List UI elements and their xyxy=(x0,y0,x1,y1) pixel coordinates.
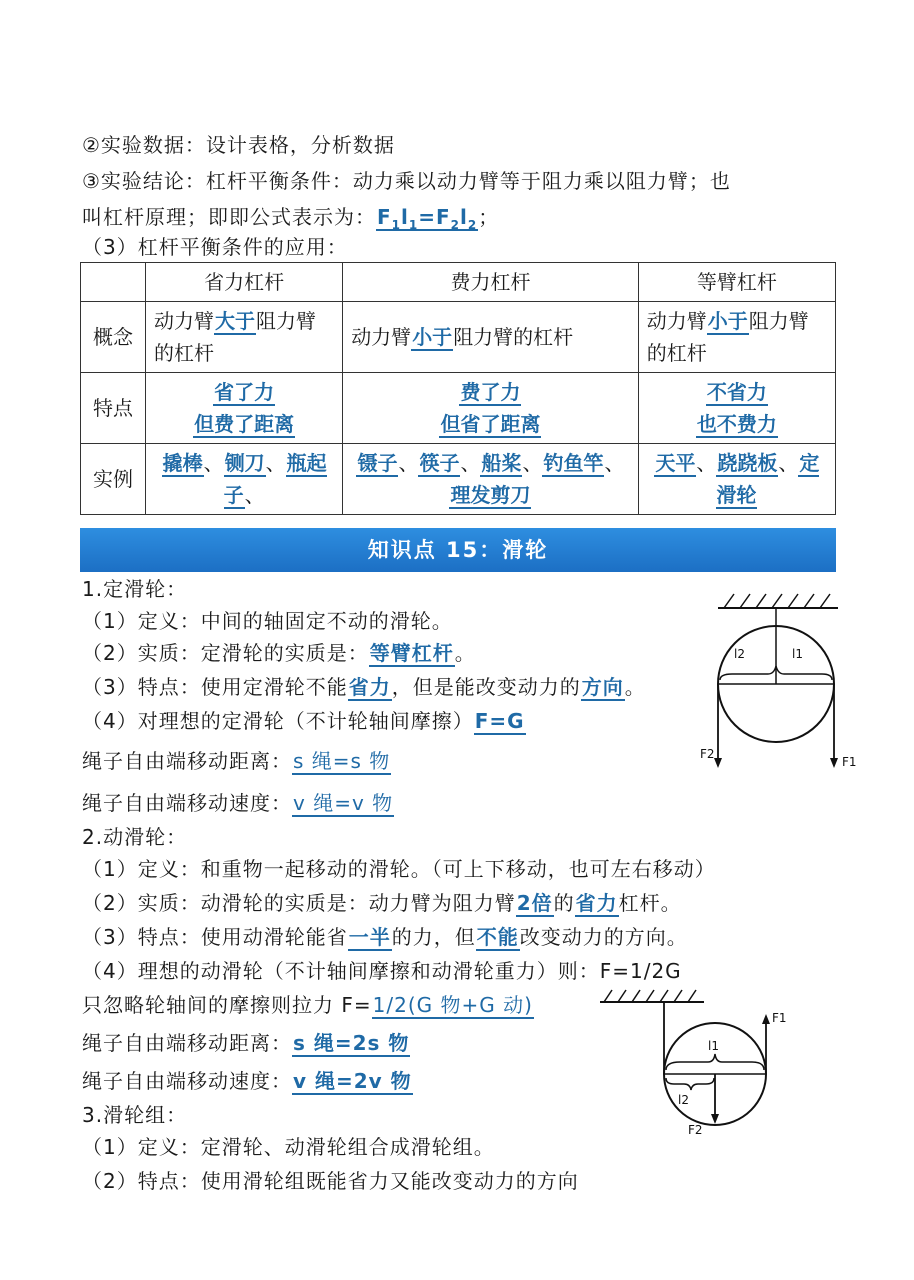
fixed-pulley-essence: （2）实质：定滑轮的实质是：等臂杠杆。 xyxy=(82,641,476,665)
row-label-feature: 特点 xyxy=(81,373,146,444)
cell-concept-3: 动力臂小于阻力臂的杠杆 xyxy=(638,302,835,373)
cell-feature-2: 费了力 但省了距离 xyxy=(343,373,639,444)
moving-pulley-title: 2.动滑轮： xyxy=(82,825,188,849)
cell-feature-3: 不省力 也不费力 xyxy=(638,373,835,444)
label-l2: l2 xyxy=(678,1093,689,1107)
arrow-f2 xyxy=(714,758,722,768)
moving-pulley-essence: （2）实质：动滑轮的实质是：动力臂为阻力臂2倍的省力杠杆。 xyxy=(82,891,682,915)
data-line: ②实验数据：设计表格，分析数据 xyxy=(82,133,395,157)
section-banner: 知识点 15：滑轮 xyxy=(80,528,836,572)
arm-brace-l2 xyxy=(666,1078,714,1090)
moving-pulley-ideal: （4）理想的动滑轮（不计轴间摩擦和动滑轮重力）则：F=1/2G xyxy=(82,959,682,983)
cell-concept-2: 动力臂小于阻力臂的杠杆 xyxy=(343,302,639,373)
fixed-pulley-diagram xyxy=(700,588,870,778)
moving-pulley-distance: 绳子自由端移动距离：s 绳=2s 物 xyxy=(82,1031,410,1055)
label-f1: F1 xyxy=(772,1011,787,1025)
label-l1: l1 xyxy=(708,1039,719,1053)
lever-table xyxy=(80,262,836,515)
label-l1: l1 xyxy=(792,647,803,661)
moving-pulley-def: （1）定义：和重物一起移动的滑轮。（可上下移动，也可左右移动） xyxy=(82,857,716,881)
cell-feature-1: 省了力 但费了距离 xyxy=(146,373,343,444)
principle-prefix: 叫杠杆原理；即即公式表示为： xyxy=(82,205,376,229)
arm-brace-l1 xyxy=(666,1054,764,1070)
moving-pulley-diagram xyxy=(600,988,800,1138)
arrow-f1 xyxy=(762,1014,770,1024)
lever-formula: $F_1l_1=F_2l_2$ xyxy=(377,205,478,232)
header-force-costing: 费力杠杆 xyxy=(343,263,639,302)
principle-suffix: ； xyxy=(478,205,500,229)
table-row-feature xyxy=(81,373,836,444)
moving-pulley-friction: 只忽略轮轴间的摩擦则拉力 F=1/2(G 物+G 动) xyxy=(82,993,533,1017)
fixed-pulley-ideal: （4）对理想的定滑轮（不计轮轴间摩擦）F=G xyxy=(82,709,525,733)
label-f2: F2 xyxy=(700,747,715,761)
fixed-pulley-feature: （3）特点：使用定滑轮不能省力，但是能改变动力的方向。 xyxy=(82,675,646,699)
fixed-pulley-def: （1）定义：中间的轴固定不动的滑轮。 xyxy=(82,609,453,633)
pulley-block-feature: （2）特点：使用滑轮组既能省力又能改变动力的方向 xyxy=(82,1169,579,1193)
application-title: （3）杠杆平衡条件的应用： xyxy=(82,235,348,259)
ceiling-hatch xyxy=(604,990,696,1002)
moving-pulley-feature: （3）特点：使用动滑轮能省一半的力，但不能改变动力的方向。 xyxy=(82,925,688,949)
fixed-pulley-title: 1.定滑轮： xyxy=(82,577,188,601)
header-force-saving: 省力杠杆 xyxy=(146,263,343,302)
ceiling-hatch xyxy=(724,594,830,608)
label-l2: l2 xyxy=(734,647,745,661)
conclusion-line: ③实验结论：杠杆平衡条件：动力乘以动力臂等于阻力乘以阻力臂；也 xyxy=(82,169,731,193)
label-f1: F1 xyxy=(842,755,857,769)
cell-concept-1: 动力臂大于阻力臂的杠杆 xyxy=(146,302,343,373)
cell-example-3: 天平、跷跷板、定滑轮 xyxy=(638,444,835,515)
fixed-pulley-distance: 绳子自由端移动距离：s 绳=s 物 xyxy=(82,749,391,773)
pulley-block-title: 3.滑轮组： xyxy=(82,1103,188,1127)
label-f2: F2 xyxy=(688,1123,703,1137)
table-header-row xyxy=(81,263,836,302)
row-label-concept: 概念 xyxy=(81,302,146,373)
arrow-f1 xyxy=(830,758,838,768)
pulley-block-def: （1）定义：定滑轮、动滑轮组合成滑轮组。 xyxy=(82,1135,495,1159)
row-label-example: 实例 xyxy=(81,444,146,515)
moving-pulley-speed: 绳子自由端移动速度：v 绳=2v 物 xyxy=(82,1069,412,1093)
header-empty xyxy=(81,263,146,302)
fixed-pulley-speed: 绳子自由端移动速度：v 绳=v 物 xyxy=(82,791,394,815)
arrow-f2 xyxy=(711,1114,719,1124)
table-row-example xyxy=(81,444,836,515)
header-equal-arm: 等臂杠杆 xyxy=(638,263,835,302)
table-row-concept xyxy=(81,302,836,373)
cell-example-1: 撬棒、铡刀、瓶起子、 xyxy=(146,444,343,515)
cell-example-2: 镊子、筷子、船桨、钓鱼竿、理发剪刀 xyxy=(343,444,639,515)
